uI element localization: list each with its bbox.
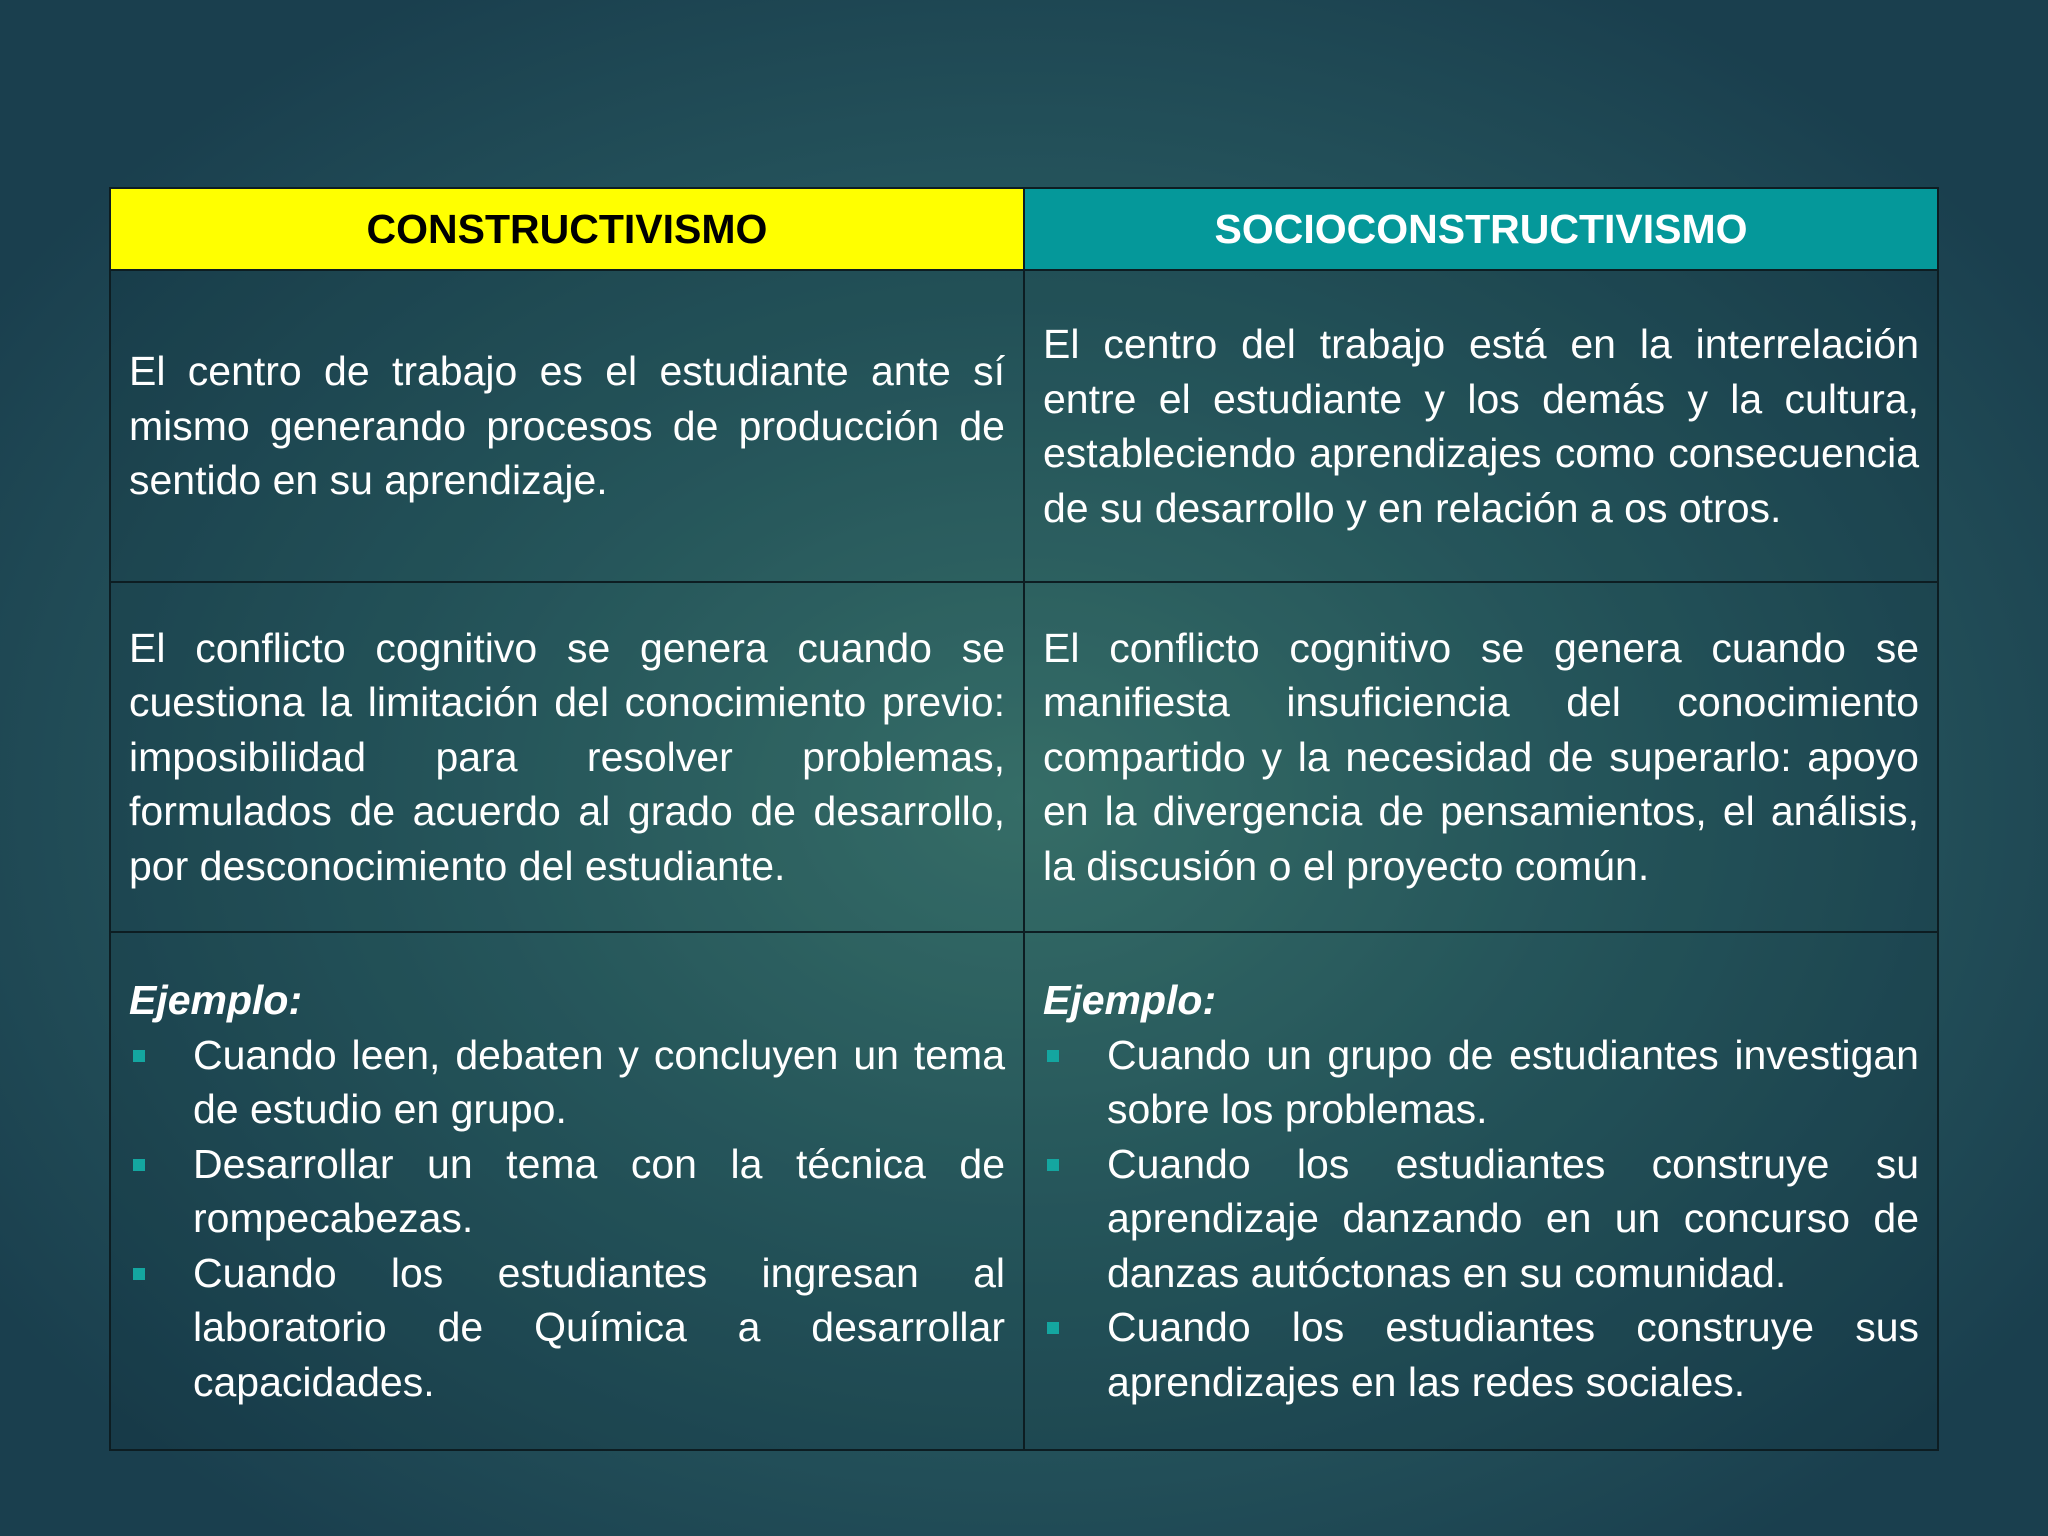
ejemplo-list	[1043, 1028, 1919, 1410]
cell-text: El centro de trabajo es el estudiante ante sí mismo generando procesos de producción de sentido en su aprendizaje.	[129, 348, 1005, 504]
square-bullet-icon	[133, 1268, 145, 1280]
list-item-text: Cuando un grupo de estudiantes investigan sobre los problemas.	[1107, 1031, 1919, 1132]
cell-constructivismo-conflicto	[110, 582, 1024, 932]
square-bullet-icon	[133, 1159, 145, 1171]
ejemplo-list	[129, 1028, 1005, 1410]
square-bullet-icon	[1047, 1050, 1059, 1062]
cell-constructivismo-centro	[110, 270, 1024, 582]
square-bullet-icon	[1047, 1159, 1059, 1171]
square-bullet-icon	[133, 1050, 145, 1062]
square-bullet-icon	[1047, 1322, 1059, 1334]
list-item	[129, 1246, 1005, 1410]
cell-constructivismo-ejemplo	[110, 932, 1024, 1450]
list-item	[1043, 1028, 1919, 1137]
list-item	[1043, 1137, 1919, 1301]
list-item-text: Cuando los estudiantes ingresan al laboratorio de Química a desarrollar capacidades.	[193, 1249, 1005, 1405]
list-item-text: Cuando los estudiantes construye su aprendizaje danzando en un concurso de danzas autóctonas en su comunidad.	[1107, 1140, 1919, 1296]
list-item-text: Cuando los estudiantes construye sus aprendizajes en las redes sociales.	[1107, 1304, 1919, 1405]
cell-socioconstructivismo-ejemplo	[1024, 932, 1938, 1450]
header-socioconstructivismo: SOCIOCONSTRUCTIVISMO	[1024, 188, 1938, 270]
ejemplo-label: Ejemplo:	[1043, 977, 1217, 1023]
header-constructivismo: CONSTRUCTIVISMO	[110, 188, 1024, 270]
list-item	[129, 1028, 1005, 1137]
cell-socioconstructivismo-centro	[1024, 270, 1938, 582]
ejemplo-label: Ejemplo:	[129, 977, 303, 1023]
cell-text: El conflicto cognitivo se genera cuando se cuestiona la limitación del conocimiento previo: imposibilidad para resolver problemas, formulados de acuerdo al grado de desarrollo, por desconocimiento del estudiante.	[129, 624, 1005, 889]
cell-socioconstructivismo-conflicto	[1024, 582, 1938, 932]
list-item	[1043, 1300, 1919, 1409]
cell-text: El conflicto cognitivo se genera cuando se manifiesta insuficiencia del conocimiento compartido y la necesidad de superarlo: apoyo en la divergencia de pensamientos, el análisis, la discusión o el proyecto común.	[1043, 624, 1919, 889]
cell-text: El centro del trabajo está en la interrelación entre el estudiante y los demás y la cultura, estableciendo aprendizajes como consecuencia de su desarrollo y en relación a os otros.	[1043, 321, 1919, 531]
list-item	[129, 1137, 1005, 1246]
list-item-text: Cuando leen, debaten y concluyen un tema de estudio en grupo.	[193, 1031, 1005, 1132]
list-item-text: Desarrollar un tema con la técnica de rompecabezas.	[193, 1140, 1005, 1241]
header-row	[110, 188, 1938, 270]
table-row	[110, 582, 1938, 932]
table-row	[110, 270, 1938, 582]
comparison-table	[109, 187, 1939, 1451]
table-row	[110, 932, 1938, 1450]
